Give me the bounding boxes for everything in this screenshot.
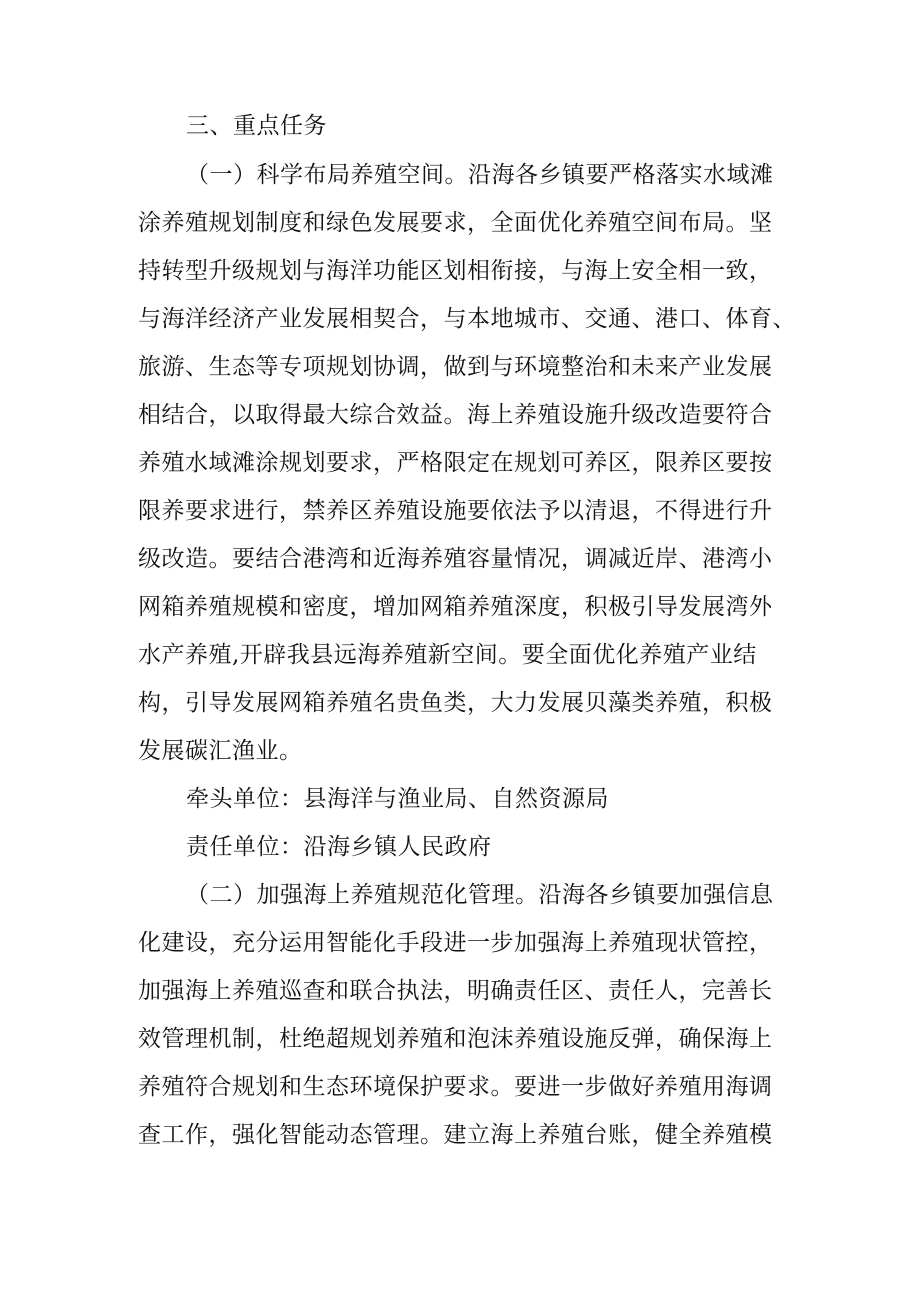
- section-heading: 三、重点任务: [186, 113, 327, 139]
- paragraph-line: 构，引导发展网箱养殖名贵鱼类，大力发展贝藻类养殖，积极: [138, 690, 773, 716]
- paragraph-line: 级改造。要结合港湾和近海养殖容量情况，调减近岸、港湾小: [138, 546, 773, 572]
- paragraph-line: 养殖符合规划和生态环境保护要求。要进一步做好养殖用海调: [138, 1074, 773, 1100]
- paragraph-line: 限养要求进行，禁养区养殖设施要依法予以清退，不得进行升: [138, 498, 773, 524]
- paragraph-line: 发展碳汇渔业。: [138, 738, 303, 764]
- paragraph-line: 涂养殖规划制度和绿色发展要求，全面优化养殖空间布局。坚: [138, 210, 773, 236]
- paragraph-line: 持转型升级规划与海洋功能区划相衔接，与海上安全相一致，: [138, 258, 773, 284]
- paragraph-line: 效管理机制，杜绝超规划养殖和泡沫养殖设施反弹，确保海上: [138, 1026, 773, 1052]
- paragraph-line: 旅游、生态等专项规划协调，做到与环境整治和未来产业发展: [138, 354, 773, 380]
- paragraph-line: （二）加强海上养殖规范化管理。沿海各乡镇要加强信息: [186, 882, 774, 908]
- paragraph-line: 相结合，以取得最大综合效益。海上养殖设施升级改造要符合: [138, 402, 773, 428]
- paragraph-line: （一）科学布局养殖空间。沿海各乡镇要严格落实水域滩: [186, 162, 774, 188]
- responsible-unit-line: 责任单位：沿海乡镇人民政府: [186, 834, 492, 860]
- paragraph-line: 与海洋经济产业发展相契合，与本地城市、交通、港口、体育、: [138, 306, 796, 332]
- paragraph-line: 化建设，充分运用智能化手段进一步加强海上养殖现状管控，: [138, 930, 773, 956]
- paragraph-line: 查工作，强化智能动态管理。建立海上养殖台账，健全养殖模: [138, 1122, 773, 1148]
- lead-unit-line: 牵头单位：县海洋与渔业局、自然资源局: [186, 786, 609, 812]
- paragraph-line: 网箱养殖规模和密度，增加网箱养殖深度，积极引导发展湾外: [138, 594, 773, 620]
- paragraph-line: 养殖水域滩涂规划要求，严格限定在规划可养区，限养区要按: [138, 450, 773, 476]
- paragraph-line: 水产养殖,开辟我县远海养殖新空间。要全面优化养殖产业结: [138, 642, 757, 668]
- paragraph-line: 加强海上养殖巡查和联合执法，明确责任区、责任人，完善长: [138, 978, 773, 1004]
